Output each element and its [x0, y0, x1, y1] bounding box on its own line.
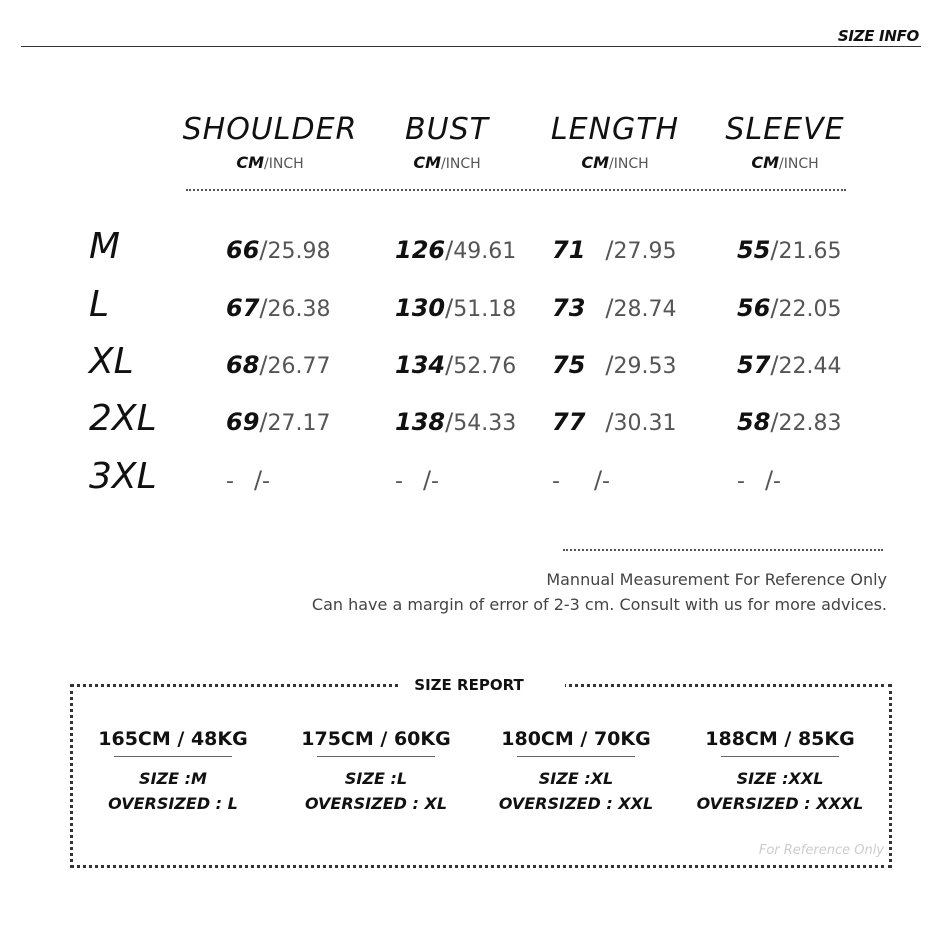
value-inch: 54.33	[453, 411, 517, 436]
cell-3xl-shoulder: - /-	[226, 466, 270, 494]
value-cm: 134	[395, 351, 446, 379]
value-cm: -	[226, 469, 234, 494]
oversized-size: OVERSIZED : L	[108, 794, 238, 813]
cell-m-bust: 126/49.61	[395, 236, 517, 264]
column-title: BUST	[405, 112, 489, 147]
entry-underline	[114, 756, 232, 757]
value-cm: 138	[395, 408, 446, 436]
oversized-size: OVERSIZED : XL	[304, 794, 448, 813]
size-report-entry	[481, 728, 671, 813]
value-inch: -	[262, 469, 270, 494]
value-inch: 22.05	[778, 297, 842, 322]
column-unit	[520, 153, 710, 172]
value-inch: 27.17	[267, 411, 331, 436]
unit-separator: /	[779, 156, 784, 172]
height-weight: 175CM / 60KG	[301, 728, 451, 750]
cell-xl-bust: 134/52.76	[395, 351, 517, 379]
column-header-bust	[352, 112, 542, 172]
size-label-l: L	[89, 284, 110, 325]
column-header-length	[520, 112, 710, 172]
value-inch: -	[773, 469, 781, 494]
value-cm: 68	[226, 351, 260, 379]
notes-dotted-divider	[563, 549, 883, 551]
value-cm: 58	[737, 408, 771, 436]
cell-3xl-sleeve: - /-	[737, 466, 781, 494]
cell-2xl-shoulder: 69/27.17	[226, 408, 331, 436]
unit-cm: CM	[236, 153, 265, 172]
column-title: SLEEVE	[725, 112, 845, 147]
cell-2xl-length: 77 /30.31	[552, 408, 677, 436]
cell-l-length: 73 /28.74	[552, 294, 677, 322]
unit-inch: INCH	[613, 156, 649, 172]
value-inch: 28.74	[613, 297, 677, 322]
entry-underline	[721, 756, 839, 757]
column-unit	[352, 153, 542, 172]
value-inch: 25.98	[267, 239, 331, 264]
column-unit	[690, 153, 880, 172]
size-report-title: SIZE REPORT	[414, 676, 524, 694]
unit-inch: INCH	[268, 156, 304, 172]
size-report-entry	[685, 728, 875, 813]
recommended-size: SIZE :L	[344, 769, 408, 788]
value-cm: 73	[552, 294, 586, 322]
value-cm: 71	[552, 236, 586, 264]
size-report-entry	[281, 728, 471, 813]
unit-cm: CM	[413, 153, 442, 172]
reference-only-footnote: For Reference Only	[758, 843, 884, 858]
column-title: LENGTH	[550, 112, 680, 147]
column-title: SHOULDER	[182, 112, 358, 147]
size-info-title: SIZE INFO	[837, 27, 919, 45]
header-divider	[21, 46, 921, 47]
unit-separator: /	[609, 156, 614, 172]
cell-2xl-sleeve: 58/22.83	[737, 408, 842, 436]
size-label-3xl: 3XL	[89, 456, 157, 497]
height-weight: 180CM / 70KG	[501, 728, 651, 750]
entry-underline	[317, 756, 435, 757]
value-inch: 26.38	[267, 297, 331, 322]
value-inch: 30.31	[613, 411, 677, 436]
value-cm: 56	[737, 294, 771, 322]
value-inch: 49.61	[453, 239, 517, 264]
value-inch: 52.76	[453, 354, 517, 379]
cell-2xl-bust: 138/54.33	[395, 408, 517, 436]
cell-l-shoulder: 67/26.38	[226, 294, 331, 322]
entry-underline	[517, 756, 635, 757]
value-inch: 21.65	[778, 239, 842, 264]
value-cm: 55	[737, 236, 771, 264]
value-cm: 69	[226, 408, 260, 436]
value-inch: -	[602, 469, 610, 494]
note-reference: Mannual Measurement For Reference Only	[546, 570, 887, 589]
value-cm: -	[552, 469, 560, 494]
value-inch: 22.83	[778, 411, 842, 436]
value-inch: 22.44	[778, 354, 842, 379]
cell-xl-length: 75 /29.53	[552, 351, 677, 379]
recommended-size: SIZE :M	[139, 769, 207, 788]
value-inch: 26.77	[267, 354, 331, 379]
value-inch: 51.18	[453, 297, 517, 322]
size-label-m: M	[89, 226, 121, 267]
unit-cm: CM	[581, 153, 610, 172]
value-inch: -	[431, 469, 439, 494]
size-label-2xl: 2XL	[89, 398, 157, 439]
height-weight: 188CM / 85KG	[705, 728, 855, 750]
oversized-size: OVERSIZED : XXXL	[696, 794, 864, 813]
unit-inch: INCH	[445, 156, 481, 172]
value-cm: 66	[226, 236, 260, 264]
cell-m-shoulder: 66/25.98	[226, 236, 331, 264]
size-label-xl: XL	[89, 341, 134, 382]
cell-l-sleeve: 56/22.05	[737, 294, 842, 322]
height-weight: 165CM / 48KG	[98, 728, 248, 750]
oversized-size: OVERSIZED : XXL	[498, 794, 654, 813]
cell-xl-shoulder: 68/26.77	[226, 351, 331, 379]
note-margin-of-error: Can have a margin of error of 2-3 cm. Consult with us for more advices.	[311, 595, 887, 614]
recommended-size: SIZE :XL	[538, 769, 614, 788]
value-cm: -	[737, 469, 745, 494]
cell-3xl-length: - /-	[552, 466, 610, 494]
cell-l-bust: 130/51.18	[395, 294, 517, 322]
cell-m-sleeve: 55/21.65	[737, 236, 842, 264]
value-cm: 126	[395, 236, 446, 264]
column-header-shoulder	[175, 112, 365, 172]
unit-separator: /	[441, 156, 446, 172]
column-unit	[175, 153, 365, 172]
value-inch: 29.53	[613, 354, 677, 379]
cell-3xl-bust: - /-	[395, 466, 439, 494]
unit-separator: /	[264, 156, 269, 172]
value-inch: 27.95	[613, 239, 677, 264]
recommended-size: SIZE :XXL	[736, 769, 824, 788]
value-cm: -	[395, 469, 403, 494]
value-cm: 67	[226, 294, 260, 322]
value-cm: 75	[552, 351, 586, 379]
header-dotted-divider	[186, 189, 846, 191]
size-report-entry	[78, 728, 268, 813]
value-cm: 130	[395, 294, 446, 322]
value-cm: 77	[552, 408, 586, 436]
value-cm: 57	[737, 351, 771, 379]
cell-xl-sleeve: 57/22.44	[737, 351, 842, 379]
unit-cm: CM	[751, 153, 780, 172]
column-header-sleeve	[690, 112, 880, 172]
cell-m-length: 71 /27.95	[552, 236, 677, 264]
unit-inch: INCH	[783, 156, 819, 172]
